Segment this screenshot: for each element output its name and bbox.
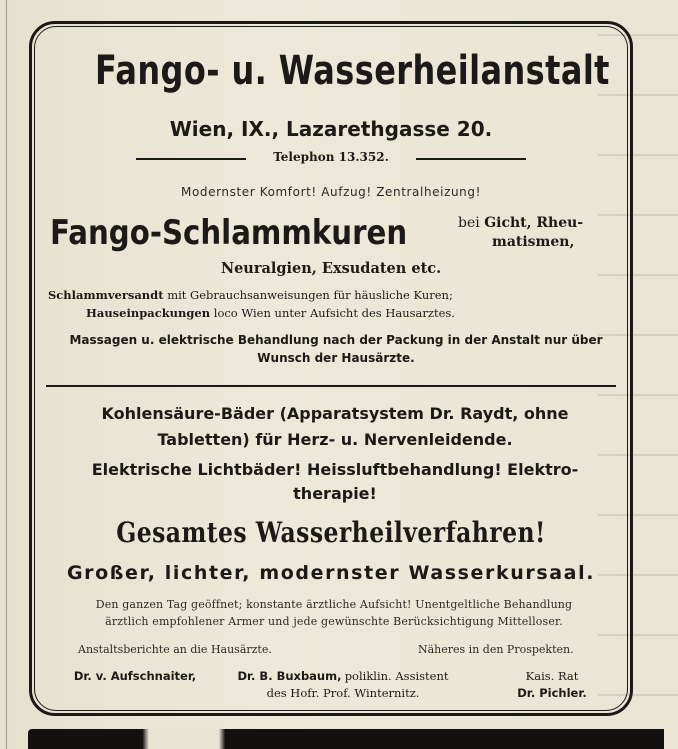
doctor-2-name: Dr. B. Buxbaum, — [237, 669, 342, 683]
massage-line-1: Massagen u. elektrische Behandlung nach der Packung in der Anstalt nur über — [69, 333, 603, 347]
fango-side-bold: Gicht, Rheu- — [484, 215, 584, 231]
licht-line-1: Elektrische Lichtbäder! Heissluftbehandlung! Elektro- — [91, 460, 579, 479]
licht-line-2: therapie! — [293, 484, 377, 503]
haus-line — [86, 306, 660, 321]
phone-number: Telephon 13.352. — [273, 150, 389, 164]
ad-address: Wien, IX., Lazarethgasse 20. — [169, 117, 493, 141]
lichtbaeder-paragraph — [48, 458, 622, 506]
haus-bold: Hauseinpackungen — [86, 306, 211, 320]
tag-line-2: ärztlich empfohlener Armer und jede gewünschte Berücksichtigung Mittelloser. — [105, 615, 563, 628]
opening-paragraph — [46, 596, 622, 630]
column-rule — [6, 0, 7, 749]
kohlen-line-2: Tabletten) für Herz- u. Nervenleidende. — [157, 430, 513, 449]
next-advertisement-edge — [28, 729, 664, 749]
doctor-2-line2: des Hofr. Prof. Winternitz. — [266, 686, 420, 700]
doctors-row — [36, 668, 626, 708]
doctor-2-role: poliklin. Assistent — [344, 669, 449, 683]
gesamt-heading: Gesamtes Wasserheilverfahren! — [116, 516, 546, 549]
fango-heading: Fango-Schlammkuren — [50, 213, 408, 253]
advertisement — [36, 30, 626, 710]
kohlen-line-1: Kohlensäure-Bäder (Apparatsystem Dr. Raydt, ohne — [101, 404, 569, 423]
massage-line-2: Wunsch der Hausärzte. — [257, 351, 415, 365]
ad-title: Fango- u. Wasserheilanstalt — [95, 48, 610, 94]
kursaal-line: Großer, lichter, modernster Wasserkursaal. — [66, 562, 596, 584]
fango-indications — [458, 214, 628, 252]
section-divider — [46, 385, 616, 387]
doctor-pichler — [492, 668, 612, 702]
phone-rule-right — [416, 158, 526, 160]
versand-line — [48, 288, 622, 303]
comfort-line: Modernster Komfort! Aufzug! Zentralheizung! — [180, 185, 482, 199]
doctor-3-name: Dr. Pichler. — [517, 686, 587, 700]
massage-paragraph — [66, 331, 606, 367]
doctor-aufschnaiter — [60, 668, 210, 685]
phone-row — [136, 149, 526, 169]
versand-bold: Schlammversandt — [48, 288, 164, 302]
fango-side-pre: bei — [458, 215, 480, 231]
report-right: Näheres in den Prospekten. — [418, 643, 574, 656]
doctor-1-name: Dr. v. Aufschnaiter, — [73, 669, 197, 683]
fango-side-line2: matismen, — [492, 234, 575, 250]
doctor-buxbaum — [218, 668, 468, 702]
neuralgien-line: Neuralgien, Exsudaten etc. — [220, 260, 442, 277]
tag-line-1: Den ganzen Tag geöffnet; konstante ärztliche Aufsicht! Unentgeltliche Behandlung — [95, 598, 573, 611]
haus-rest: loco Wien unter Aufsicht des Hausarztes. — [213, 306, 455, 320]
report-left: Anstaltsberichte an die Hausärzte. — [78, 643, 272, 656]
kohlensaeure-paragraph — [48, 401, 622, 453]
versand-rest: mit Gebrauchsanweisungen für häusliche Kuren; — [167, 288, 453, 302]
doctor-3-title: Kais. Rat — [525, 669, 579, 683]
